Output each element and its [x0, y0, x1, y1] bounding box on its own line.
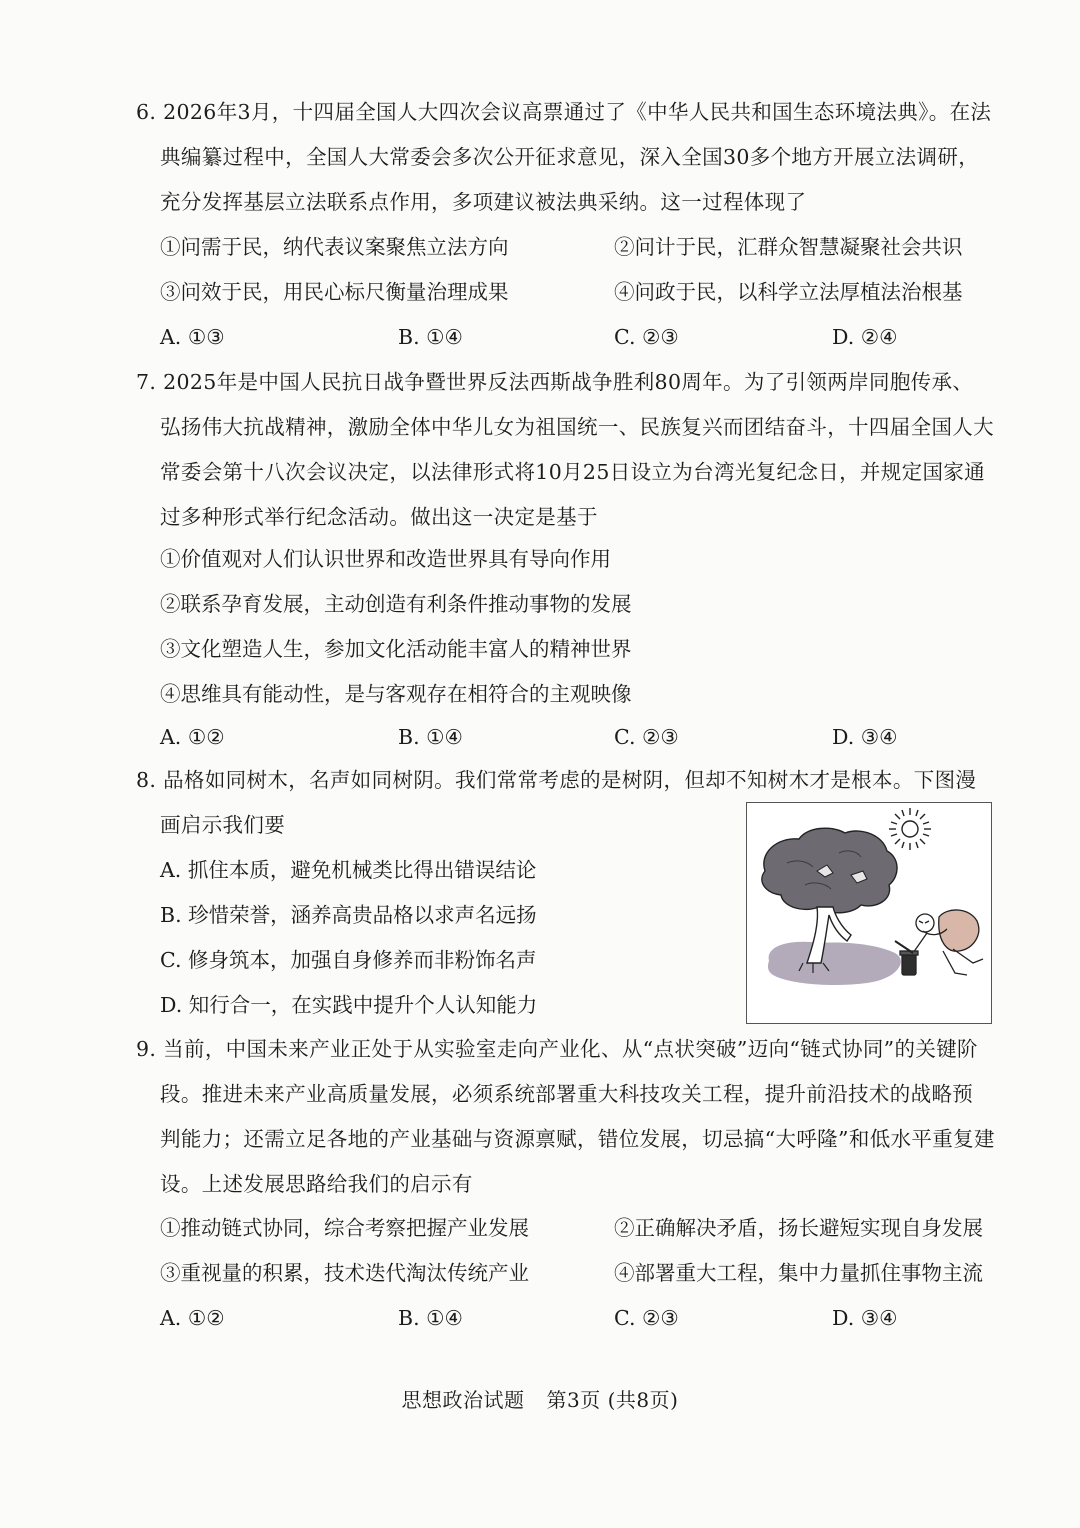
question-9-stem-line-2: 段。推进未来产业高质量发展，必须系统部署重大科技攻关工程，提升前沿技术的战略预	[160, 1082, 974, 1106]
question-6-item-2: ②问计于民，汇群众智慧凝聚社会共识	[614, 235, 963, 259]
question-7-item-3: ③文化塑造人生，参加文化活动能丰富人的精神世界	[160, 637, 632, 661]
question-7-item-1: ①价值观对人们认识世界和改造世界具有导向作用	[160, 547, 611, 571]
question-6-choice-b: B. ①④	[398, 325, 463, 349]
question-7-item-2: ②联系孕育发展，主动创造有利条件推动事物的发展	[160, 592, 632, 616]
question-8-choice-a: A. 抓住本质，避免机械类比得出错误结论	[160, 858, 537, 882]
question-6-stem-line-3: 充分发挥基层立法联系点作用，多项建议被法典采纳。这一过程体现了	[160, 190, 807, 214]
tree-shadow	[768, 942, 901, 985]
cartoon-illustration	[746, 802, 992, 1024]
question-7-stem-line-2: 弘扬伟大抗战精神，激励全体中华儿女为祖国统一、民族复兴而团结奋斗，十四届全国人大	[160, 415, 994, 439]
question-9-item-2: ②正确解决矛盾，扬长避短实现自身发展	[614, 1216, 983, 1240]
question-9-choice-b: B. ①④	[398, 1306, 463, 1330]
question-9-choice-d: D. ③④	[832, 1306, 898, 1330]
question-6-item-4: ④问政于民，以科学立法厚植法治根基	[614, 280, 963, 304]
question-7-stem-line-1: 7. 2025年是中国人民抗日战争暨世界反法西斯战争胜利80周年。为了引领两岸同胞传承、	[136, 370, 974, 394]
question-6-stem-line-1: 6. 2026年3月，十四届全国人大四次会议高票通过了《中华人民共和国生态环境法典》。在法	[136, 100, 992, 124]
question-6-item-3: ③问效于民，用民心标尺衡量治理成果	[160, 280, 509, 304]
question-9-item-4: ④部署重大工程，集中力量抓住事物主流	[614, 1261, 983, 1285]
sun-icon	[889, 808, 931, 850]
question-7-choice-b: B. ①④	[398, 725, 463, 749]
question-7-choice-c: C. ②③	[614, 725, 679, 749]
question-8-choice-d: D. 知行合一，在实践中提升个人认知能力	[160, 993, 538, 1017]
question-9-stem-line-4: 设。上述发展思路给我们的启示有	[160, 1172, 473, 1196]
page-footer	[0, 1386, 1080, 1414]
question-7-stem-line-4: 过多种形式举行纪念活动。做出这一决定是基于	[160, 505, 598, 529]
cartoon-drawing	[747, 803, 990, 1022]
painting-person	[895, 910, 983, 975]
question-6-stem-line-2: 典编纂过程中，全国人大常委会多次公开征求意见，深入全国30多个地方开展立法调研，	[160, 145, 980, 169]
footer-page-number: 第3页 (共8页)	[546, 1388, 679, 1412]
question-6-choice-d: D. ②④	[832, 325, 898, 349]
question-7-stem-line-3: 常委会第十八次会议决定，以法律形式将10月25日设立为台湾光复纪念日，并规定国家通	[160, 460, 986, 484]
question-9-choice-a: A. ①②	[160, 1306, 225, 1330]
question-9-choice-c: C. ②③	[614, 1306, 679, 1330]
question-7-choice-a: A. ①②	[160, 725, 225, 749]
question-7-choice-d: D. ③④	[832, 725, 898, 749]
question-7-item-4: ④思维具有能动性，是与客观存在相符合的主观映像	[160, 682, 632, 706]
question-9-stem-line-3: 判能力；还需立足各地的产业基础与资源禀赋，错位发展，切忌搞“大呼隆”和低水平重复建	[160, 1127, 995, 1151]
footer-subject: 思想政治试题	[401, 1388, 525, 1412]
question-6-choice-c: C. ②③	[614, 325, 679, 349]
question-6-choice-a: A. ①③	[160, 325, 225, 349]
question-8-choice-c: C. 修身筑本，加强自身修养而非粉饰名声	[160, 948, 537, 972]
question-6-item-1: ①问需于民，纳代表议案聚焦立法方向	[160, 235, 509, 259]
question-8-stem-line-2: 画启示我们要	[160, 813, 286, 837]
question-9-stem-line-1: 9. 当前，中国未来产业正处于从实验室走向产业化、从“点状突破”迈向“链式协同”的关键阶	[136, 1037, 978, 1061]
question-9-item-3: ③重视量的积累，技术迭代淘汰传统产业	[160, 1261, 529, 1285]
question-8-choice-b: B. 珍惜荣誉，涵养高贵品格以求声名远扬	[160, 903, 537, 927]
question-9-item-1: ①推动链式协同，综合考察把握产业发展	[160, 1216, 529, 1240]
question-8-stem-line-1: 8. 品格如同树木，名声如同树阴。我们常常考虑的是树阴，但却不知树木才是根本。下图漫	[136, 768, 977, 792]
